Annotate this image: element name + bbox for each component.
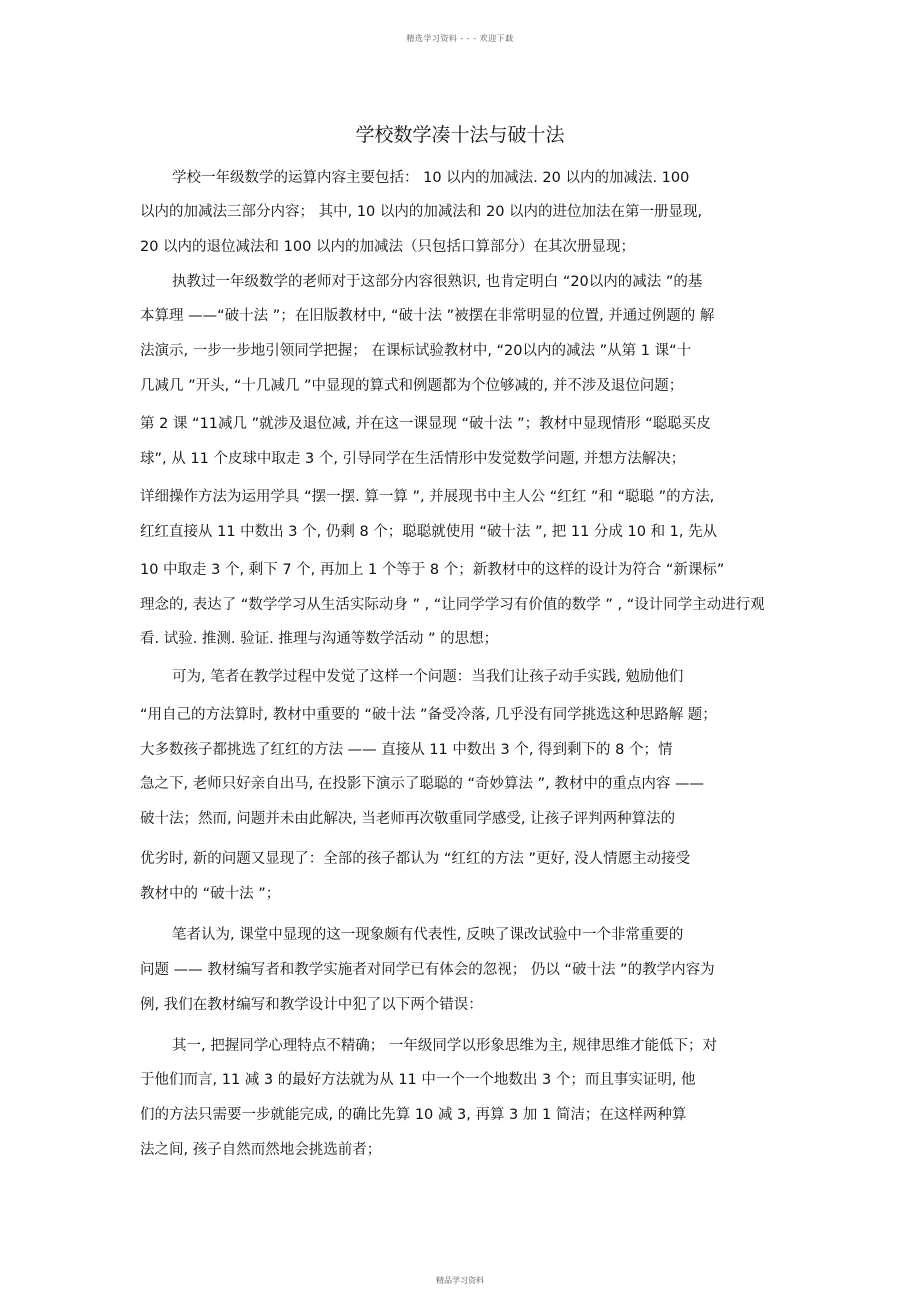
text-line: 本算理 ——“破十法 ”；在旧版教材中, “破十法 ”被摆在非常明显的位置, 并通过例题的 解 (140, 308, 715, 324)
text-line: 急之下, 老师只好亲自出马, 在投影下演示了聪聪的 “奇妙算法 ”, 教材中的重点内容 —— (140, 776, 705, 792)
text-line: 红红直接从 11 中数出 3 个, 仍剩 8 个；聪聪就使用 “破十法 ”, 把 11 分成 10 和 1, 先从 (140, 524, 718, 540)
text-line: 于他们而言, 11 减 3 的最好方法就为从 11 中一个一个地数出 3 个；而且事实证明, 他 (140, 1072, 696, 1088)
text-line: 球”, 从 11 个皮球中取走 3 个, 引导同学在生活情形中发觉数学问题, 并想方法解决； (140, 451, 686, 467)
text-line: 法之间, 孩子自然而然地会挑选前者； (140, 1142, 382, 1158)
page-footer: 精品学习资料 (436, 1276, 484, 1285)
text-line: 看. 试验. 推测. 验证. 推理与沟通等数学活动 ” 的思想； (140, 631, 499, 647)
document-title: 学校数学凑十法与破十法 (355, 124, 565, 146)
text-line: 笔者认为, 课堂中显现的这一现象颇有代表性, 反映了课改试验中一个非常重要的 (172, 927, 684, 943)
text-line: 破十法；然而, 问题并未由此解决, 当老师再次敬重同学感受, 让孩子评判两种算法的 (140, 811, 676, 827)
text-line: 其一, 把握同学心理特点不精确； 一年级同学以形象思维为主, 规律思维才能低下；对 (172, 1038, 718, 1054)
text-line: 理念的, 表达了 “数学学习从生活实际动身 ” , “让同学学习有价值的数学 ” , “设计同学主动进行观 (140, 597, 765, 613)
text-line: 例, 我们在教材编写和教学设计中犯了以下两个错误： (140, 997, 483, 1013)
text-line: 大多数孩子都挑选了红红的方法 —— 直接从 11 中数出 3 个, 得到剩下的 8 个；情 (140, 742, 673, 758)
text-line: 问题 —— 教材编写者和教学实施者对同学已有体会的忽视； 仍以 “破十法 ”的教学内容为 (140, 962, 715, 978)
text-line: 优劣时, 新的问题又显现了：全部的孩子都认为 “红红的方法 ”更好, 没人情愿主动接受 (140, 851, 691, 867)
text-line: 学校一年级数学的运算内容主要包括： 10 以内的加减法. 20 以内的加减法. 100 (172, 170, 690, 186)
text-line: 10 中取走 3 个, 剩下 7 个, 再加上 1 个等于 8 个；新教材中的这样的设计为符合 “新课标” (140, 562, 725, 578)
text-line: 20 以内的退位减法和 100 以内的加减法（只包括口算部分）在其次册显现； (140, 239, 635, 255)
text-line: 第 2 课 “11减几 ”就涉及退位减, 并在这一课显现 “破十法 ”；教材中显现情形 “聪聪买皮 (140, 416, 711, 432)
text-line: 可为, 笔者在教学过程中发觉了这样一个问题：当我们让孩子动手实践, 勉励他们 (172, 669, 684, 685)
page-header: 精选学习资料 - - - 欢迎下载 (406, 34, 514, 43)
text-line: 详细操作方法为运用学具 “摆一摆. 算一算 ”, 并展现书中主人公 “红红 ”和 “聪聪 ”的方法, (140, 489, 715, 505)
text-line: “用自己的方法算时, 教材中重要的 “破十法 ”备受冷落, 几乎没有同学挑选这种思路解 题； (140, 707, 717, 723)
text-line: 们的方法只需要一步就能完成, 的确比先算 10 减 3, 再算 3 加 1 简洁；在这样两种算 (140, 1107, 687, 1123)
text-line: 以内的加减法三部分内容； 其中, 10 以内的加减法和 20 以内的进位加法在第一册显现, (140, 204, 703, 220)
text-line: 法演示, 一步一步地引领同学把握； 在课标试验教材中, “20以内的减法 ”从第 1 课“十 (140, 343, 692, 359)
text-line: 几减几 ”开头, “十几减几 ”中显现的算式和例题都为个位够减的, 并不涉及退位问题； (140, 378, 684, 394)
text-line: 执教过一年级数学的老师对于这部分内容很熟识, 也肯定明白 “20以内的减法 ”的基 (172, 274, 703, 290)
text-line: 教材中的 “破十法 ”； (140, 886, 281, 902)
